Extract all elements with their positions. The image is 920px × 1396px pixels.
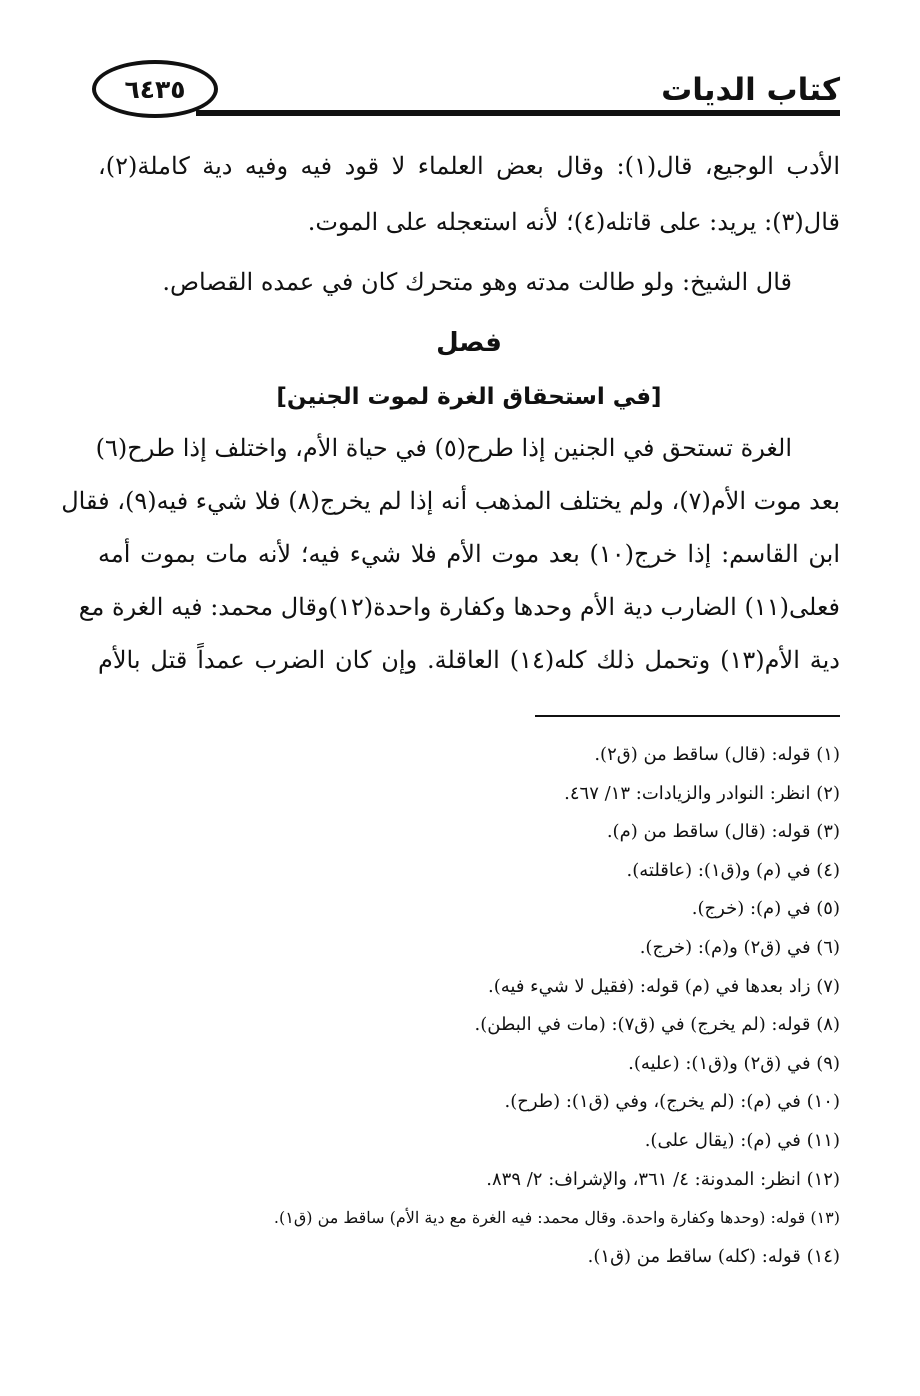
- text-line: بعد موت الأم(٧)، ولم يختلف المذهب أنه إذا لم يخرج(٨) فلا شيء فيه(٩)، فقال: [61, 487, 840, 515]
- header-rule: [196, 110, 840, 116]
- page-number-badge: [92, 60, 218, 118]
- footnote: (٩) في (ق٢) و(ق١): (عليه).: [628, 1052, 840, 1074]
- main-text: [61, 138, 841, 687]
- footnote: (٢) انظر: النوادر والزيادات: ١٣/ ٤٦٧.: [564, 782, 840, 804]
- footnote: (١٢) انظر: المدونة: ٤/ ٣٦١، والإشراف: ٢/ ٨٣٩.: [486, 1168, 840, 1190]
- page-header: [92, 58, 840, 128]
- text-line: فعلى(١١) الضارب دية الأم وحدها وكفارة واحدة(١٢)وقال محمد: فيه الغرة مع: [78, 593, 840, 621]
- chapter-title: كتاب الديات: [661, 72, 840, 108]
- text-line: قال(٣): يريد: على قاتله(٤)؛ لأنه استعجله على الموت.: [307, 208, 840, 236]
- footnote: (٣) قوله: (قال) ساقط من (م).: [606, 821, 840, 843]
- footnote: (١٣) قوله: (وحدها وكفارة واحدة. وقال محمد: فيه الغرة مع دية الأم) ساقط من (ق١).: [273, 1208, 840, 1228]
- text-line: الأدب الوجيع، قال(١): وقال بعض العلماء لا قود فيه وفيه دية كاملة(٢)،: [98, 152, 840, 180]
- section-subheading: [في استحقاق الغرة لموت الجنين]: [276, 384, 662, 410]
- section-heading: فصل: [436, 328, 502, 358]
- footnote: (٤) في (م) و(ق١): (عاقلته).: [626, 859, 840, 881]
- footnote: (٥) في (م): (خرج).: [691, 898, 840, 920]
- paragraph: [61, 422, 841, 687]
- footnote: (١) قوله: (قال) ساقط من (ق٢).: [594, 744, 840, 765]
- footnotes: [80, 736, 840, 1276]
- footnote-separator: [535, 715, 840, 717]
- footnote: (٧) زاد بعدها في (م) قوله: (فقيل لا شيء فيه).: [488, 975, 840, 997]
- footnote: (٨) قوله: (لم يخرج) في (ق٧): (مات في البطن).: [474, 1014, 840, 1036]
- text-line: قال الشيخ: ولو طالت مدته وهو متحرك كان في عمده القصاص.: [162, 268, 792, 296]
- footnote: (١١) في (م): (يقال على).: [644, 1129, 840, 1151]
- text-line: الغرة تستحق في الجنين إذا طرح(٥) في حياة الأم، واختلف إذا طرح(٦): [95, 434, 792, 462]
- page-number: ٦٤٣٥: [124, 74, 186, 104]
- footnote: (٦) في (ق٢) و(م): (خرج).: [639, 936, 840, 958]
- text-line: دية الأم(١٣) وتحمل ذلك كله(١٤) العاقلة. وإن كان الضرب عمداً قتل بالأم: [98, 646, 840, 674]
- footnote: (١٠) في (م): (لم يخرج)، وفي (ق١): (طرح).: [504, 1091, 840, 1113]
- footnote: (١٤) قوله: (كله) ساقط من (ق١).: [587, 1245, 840, 1267]
- text-line: ابن القاسم: إذا خرج(١٠) بعد موت الأم فلا شيء فيه؛ لأنه مات بموت أمه: [98, 540, 841, 568]
